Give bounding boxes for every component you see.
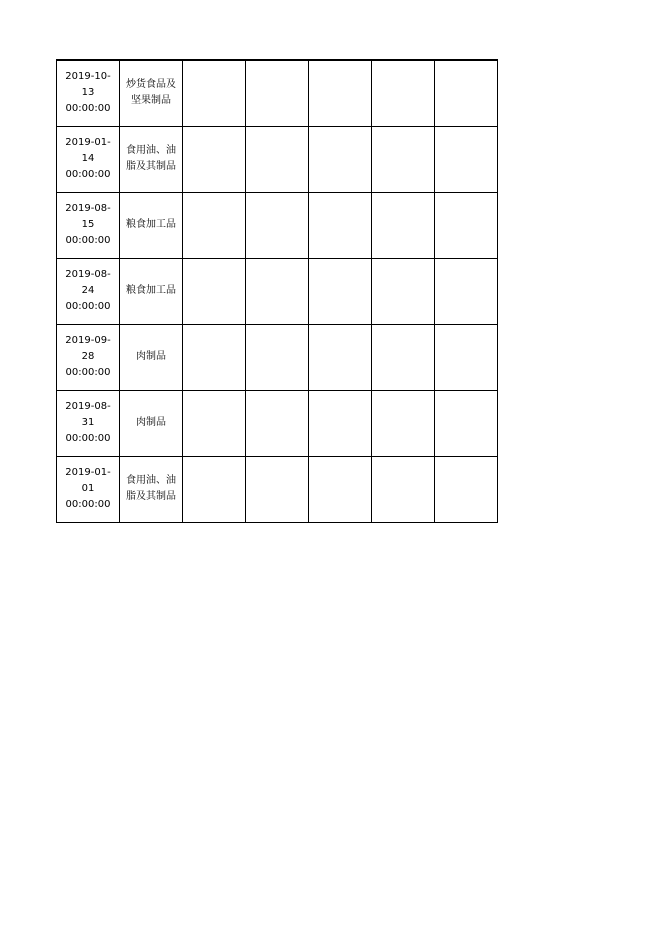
date-cell[interactable] bbox=[57, 126, 120, 192]
empty-cell[interactable] bbox=[246, 324, 309, 390]
table-row bbox=[57, 390, 498, 456]
empty-cell[interactable] bbox=[435, 126, 498, 192]
empty-cell[interactable] bbox=[372, 258, 435, 324]
empty-cell[interactable] bbox=[435, 192, 498, 258]
date-cell[interactable] bbox=[57, 60, 120, 126]
category-text: 肉制品 bbox=[136, 417, 166, 428]
empty-cell[interactable] bbox=[246, 390, 309, 456]
category-cell[interactable] bbox=[120, 258, 183, 324]
category-cell[interactable] bbox=[120, 456, 183, 522]
empty-cell[interactable] bbox=[372, 126, 435, 192]
category-text: 食用油、油 脂及其制品 bbox=[126, 145, 176, 172]
table-row bbox=[57, 126, 498, 192]
date-text: 2019-08-24 00:00:00 bbox=[65, 269, 111, 312]
category-cell[interactable] bbox=[120, 60, 183, 126]
empty-cell[interactable] bbox=[372, 390, 435, 456]
empty-cell[interactable] bbox=[435, 390, 498, 456]
category-cell[interactable] bbox=[120, 126, 183, 192]
empty-cell[interactable] bbox=[183, 324, 246, 390]
date-text: 2019-09-28 00:00:00 bbox=[65, 335, 111, 378]
empty-cell[interactable] bbox=[183, 456, 246, 522]
empty-cell[interactable] bbox=[246, 456, 309, 522]
empty-cell[interactable] bbox=[309, 390, 372, 456]
date-cell[interactable] bbox=[57, 456, 120, 522]
date-text: 2019-10-13 00:00:00 bbox=[65, 71, 111, 115]
empty-cell[interactable] bbox=[183, 390, 246, 456]
empty-cell[interactable] bbox=[309, 456, 372, 522]
table-row bbox=[57, 258, 498, 324]
date-text: 2019-01-14 00:00:00 bbox=[65, 137, 111, 180]
empty-cell[interactable] bbox=[309, 126, 372, 192]
date-cell[interactable] bbox=[57, 324, 120, 390]
empty-cell[interactable] bbox=[309, 324, 372, 390]
empty-cell[interactable] bbox=[246, 258, 309, 324]
empty-cell[interactable] bbox=[309, 60, 372, 126]
empty-cell[interactable] bbox=[435, 258, 498, 324]
category-cell[interactable] bbox=[120, 192, 183, 258]
date-text: 2019-01-01 00:00:00 bbox=[65, 467, 111, 510]
category-text: 粮食加工品 bbox=[126, 219, 176, 230]
category-text: 炒货食品及 坚果制品 bbox=[126, 79, 176, 107]
empty-cell[interactable] bbox=[183, 126, 246, 192]
empty-cell[interactable] bbox=[183, 60, 246, 126]
table-row bbox=[57, 192, 498, 258]
empty-cell[interactable] bbox=[183, 258, 246, 324]
date-cell[interactable] bbox=[57, 192, 120, 258]
empty-cell[interactable] bbox=[435, 324, 498, 390]
table-body bbox=[57, 60, 498, 522]
category-text: 食用油、油 脂及其制品 bbox=[126, 475, 176, 502]
empty-cell[interactable] bbox=[435, 456, 498, 522]
empty-cell[interactable] bbox=[246, 60, 309, 126]
table-row bbox=[57, 456, 498, 522]
date-text: 2019-08-31 00:00:00 bbox=[65, 401, 111, 444]
date-cell[interactable] bbox=[57, 258, 120, 324]
empty-cell[interactable] bbox=[372, 192, 435, 258]
empty-cell[interactable] bbox=[309, 192, 372, 258]
category-text: 粮食加工品 bbox=[126, 285, 176, 296]
category-text: 肉制品 bbox=[136, 351, 166, 362]
empty-cell[interactable] bbox=[372, 324, 435, 390]
empty-cell[interactable] bbox=[183, 192, 246, 258]
empty-cell[interactable] bbox=[372, 456, 435, 522]
date-cell[interactable] bbox=[57, 390, 120, 456]
table-row bbox=[57, 60, 498, 126]
data-table bbox=[56, 59, 498, 523]
empty-cell[interactable] bbox=[372, 60, 435, 126]
date-text: 2019-08-15 00:00:00 bbox=[65, 203, 111, 246]
empty-cell[interactable] bbox=[435, 60, 498, 126]
table-row bbox=[57, 324, 498, 390]
empty-cell[interactable] bbox=[246, 126, 309, 192]
category-cell[interactable] bbox=[120, 324, 183, 390]
empty-cell[interactable] bbox=[246, 192, 309, 258]
empty-cell[interactable] bbox=[309, 258, 372, 324]
category-cell[interactable] bbox=[120, 390, 183, 456]
